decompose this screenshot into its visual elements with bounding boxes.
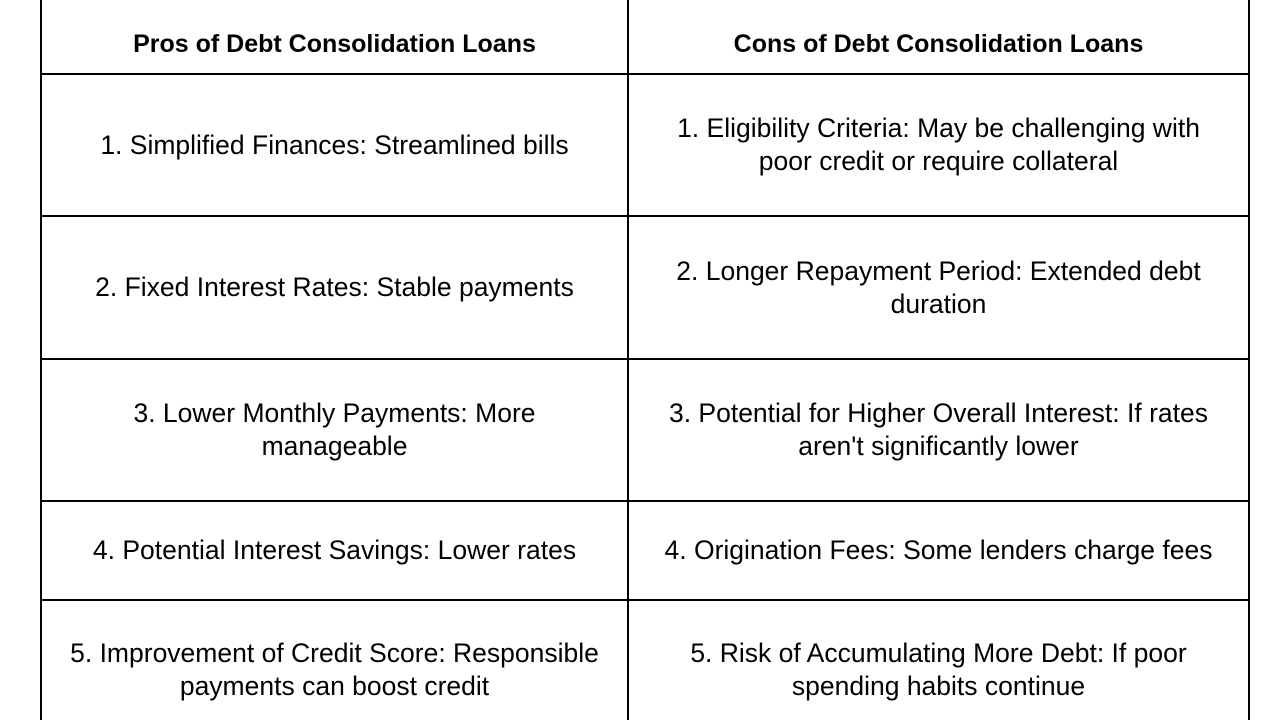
con-cell: 3. Potential for Higher Overall Interest: If rates aren't significantly lower <box>628 359 1249 501</box>
pro-cell: 2. Fixed Interest Rates: Stable payments <box>41 216 628 359</box>
table-row <box>41 501 1249 600</box>
header-row <box>41 0 1249 74</box>
con-cell: 5. Risk of Accumulating More Debt: If poor spending habits continue <box>628 600 1249 720</box>
table-row <box>41 74 1249 216</box>
con-cell: 2. Longer Repayment Period: Extended debt duration <box>628 216 1249 359</box>
pros-cons-table <box>40 0 1250 720</box>
pros-header: Pros of Debt Consolidation Loans <box>41 0 628 74</box>
pro-cell: 3. Lower Monthly Payments: More manageable <box>41 359 628 501</box>
pro-cell: 5. Improvement of Credit Score: Responsible payments can boost credit <box>41 600 628 720</box>
con-cell: 4. Origination Fees: Some lenders charge fees <box>628 501 1249 600</box>
con-cell: 1. Eligibility Criteria: May be challenging with poor credit or require collateral <box>628 74 1249 216</box>
table-row <box>41 600 1249 720</box>
table-row <box>41 359 1249 501</box>
table-row <box>41 216 1249 359</box>
cons-header: Cons of Debt Consolidation Loans <box>628 0 1249 74</box>
pro-cell: 1. Simplified Finances: Streamlined bills <box>41 74 628 216</box>
pro-cell: 4. Potential Interest Savings: Lower rates <box>41 501 628 600</box>
